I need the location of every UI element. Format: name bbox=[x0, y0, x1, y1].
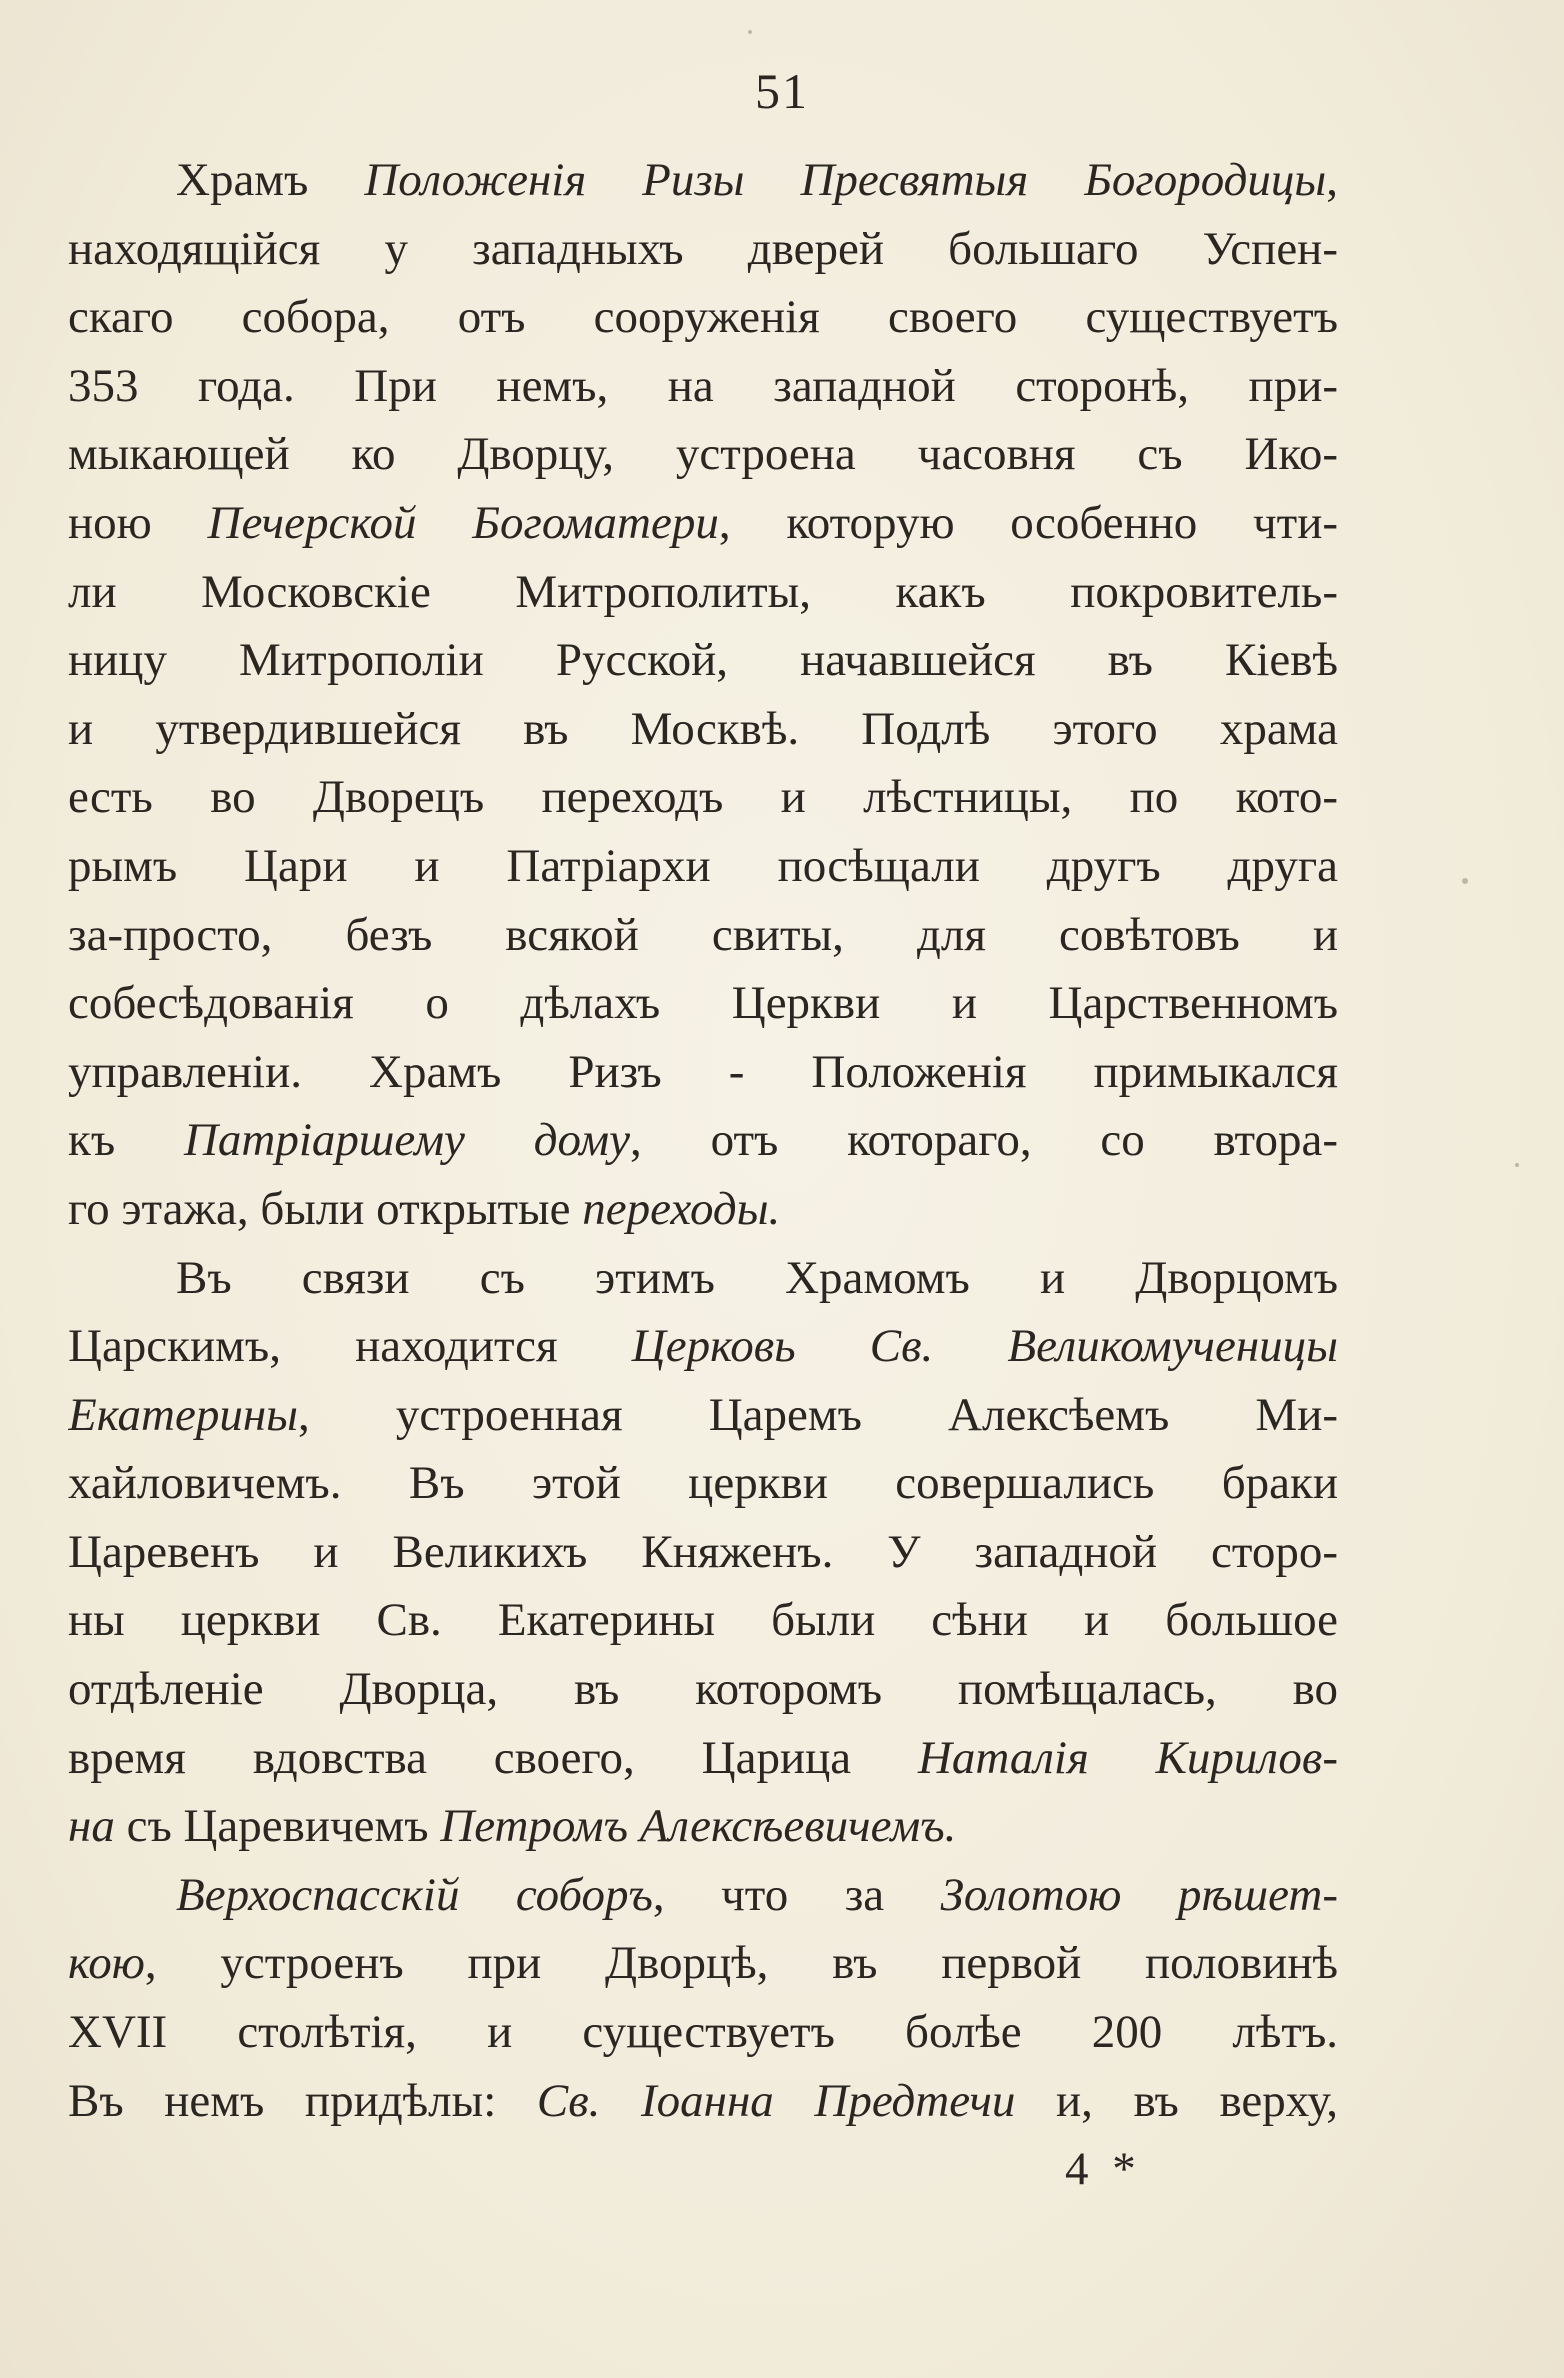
text-span: XVII столѣтія, и существуетъ болѣе 200 лѣтъ. bbox=[68, 2006, 1338, 2059]
text-span: го этажа, были открытые bbox=[68, 1182, 583, 1235]
text-span: Царскимъ, находится bbox=[68, 1320, 632, 1373]
paper-speck bbox=[1462, 878, 1468, 884]
text-span: Въ связи съ этимъ Храмомъ и Дворцомъ bbox=[176, 1251, 1338, 1304]
text-line bbox=[68, 1381, 1338, 1450]
text-line bbox=[68, 1861, 1338, 1930]
text-line bbox=[68, 1244, 1338, 1313]
text-line bbox=[68, 215, 1338, 284]
paper-speck bbox=[748, 30, 752, 34]
paper-speck bbox=[1515, 1163, 1519, 1167]
text-span: ною bbox=[68, 496, 208, 549]
text-span: и, въ верху, bbox=[1015, 2074, 1338, 2127]
text-span: , отъ котораго, со втора- bbox=[630, 1114, 1338, 1167]
text-span: съ Царевичемъ bbox=[114, 1800, 441, 1853]
text-line bbox=[68, 146, 1338, 215]
signature-mark: 4 * bbox=[1065, 2143, 1142, 2195]
italic-text: Церковь Св. Великомученицы bbox=[631, 1320, 1338, 1373]
italic-text: на bbox=[68, 1800, 115, 1853]
text-line bbox=[68, 1586, 1338, 1655]
text-span: хайловичемъ. Въ этой церкви совершались браки bbox=[68, 1457, 1338, 1510]
text-line bbox=[68, 832, 1338, 901]
text-span: за-просто, безъ всякой свиты, для совѣтовъ и bbox=[68, 908, 1338, 961]
italic-text: Верхоспасскій соборъ bbox=[176, 1868, 653, 1921]
text-span: управленіи. Храмъ Ризъ - Положенія примыкался bbox=[68, 1045, 1338, 1098]
text-line bbox=[68, 1998, 1338, 2067]
text-span: находящійся у западныхъ дверей большаго Успен- bbox=[68, 222, 1338, 275]
text-span: отдѣленіе Дворца, въ которомъ помѣщалась, во bbox=[68, 1663, 1338, 1716]
italic-text: Св. Іоанна Предтечи bbox=[536, 2074, 1016, 2127]
text-span: есть во Дворецъ переходъ и лѣстницы, по кото- bbox=[68, 771, 1338, 824]
text-line bbox=[68, 1106, 1338, 1175]
text-line bbox=[68, 626, 1338, 695]
text-line bbox=[68, 1792, 1338, 1861]
text-line bbox=[68, 1655, 1338, 1724]
text-span: ли Московскіе Митрополиты, какъ покровитель- bbox=[68, 565, 1338, 618]
text-line bbox=[68, 420, 1338, 489]
text-span: , устроенная Царемъ Алексѣемъ Ми- bbox=[297, 1388, 1338, 1441]
page-number: 51 bbox=[755, 63, 809, 119]
text-span: ницу Митрополіи Русской, начавшейся въ Кіевѣ bbox=[68, 634, 1338, 687]
text-line bbox=[68, 558, 1338, 627]
text-line bbox=[68, 489, 1338, 558]
text-span: , bbox=[1326, 154, 1338, 206]
text-span: , которую особенно чти- bbox=[718, 496, 1338, 549]
italic-text: Петромъ Алексѣевичемъ. bbox=[440, 1800, 957, 1853]
text-span: Въ немъ придѣлы: bbox=[68, 2074, 537, 2127]
text-line bbox=[68, 1175, 1338, 1244]
text-line bbox=[68, 1038, 1338, 1107]
text-span: скаго собора, отъ сооруженія своего существуетъ bbox=[68, 291, 1338, 344]
text-line bbox=[68, 901, 1338, 970]
text-span: рымъ Цари и Патріархи посѣщали другъ друга bbox=[68, 839, 1338, 892]
italic-text: переходы. bbox=[582, 1182, 781, 1235]
text-span: и утвердившейся въ Москвѣ. Подлѣ этого храма bbox=[68, 702, 1338, 755]
italic-text: Положенія Ризы Пресвятыя Богородицы bbox=[364, 154, 1327, 206]
text-line bbox=[68, 969, 1338, 1038]
text-line bbox=[68, 283, 1338, 352]
italic-text: Екатерины bbox=[68, 1388, 298, 1441]
text-line bbox=[68, 1518, 1338, 1587]
text-span: , устроенъ при Дворцѣ, въ первой половинѣ bbox=[144, 1937, 1338, 1990]
italic-text: Печерской Богоматери bbox=[207, 496, 719, 549]
text-span: 353 года. При немъ, на западной сторонѣ, при- bbox=[68, 359, 1338, 412]
text-span: ны церкви Св. Екатерины были сѣни и большое bbox=[68, 1594, 1338, 1647]
italic-text: Золотою рѣшет- bbox=[940, 1868, 1338, 1921]
text-line bbox=[68, 1449, 1338, 1518]
text-line bbox=[68, 2067, 1338, 2136]
text-span: Храмъ bbox=[176, 154, 365, 206]
italic-text: Патріаршему дому bbox=[183, 1114, 631, 1167]
body-text bbox=[68, 146, 1338, 2135]
text-span: мыкающей ко Дворцу, устроена часовня съ Ико- bbox=[68, 428, 1338, 481]
text-span: къ bbox=[68, 1114, 184, 1167]
text-span: Царевенъ и Великихъ Княженъ. У западной сторо- bbox=[68, 1525, 1338, 1578]
text-line bbox=[68, 1724, 1338, 1793]
text-line bbox=[68, 1312, 1338, 1381]
italic-text: кою bbox=[68, 1937, 145, 1990]
text-line bbox=[68, 1929, 1338, 1998]
text-line bbox=[68, 763, 1338, 832]
text-line bbox=[68, 695, 1338, 764]
text-span: собесѣдованія о дѣлахъ Церкви и Царственномъ bbox=[68, 977, 1338, 1030]
italic-text: Наталія Кирилов- bbox=[917, 1731, 1338, 1784]
text-span: , что за bbox=[652, 1868, 941, 1921]
text-line bbox=[68, 352, 1338, 421]
text-span: время вдовства своего, Царица bbox=[68, 1731, 918, 1784]
